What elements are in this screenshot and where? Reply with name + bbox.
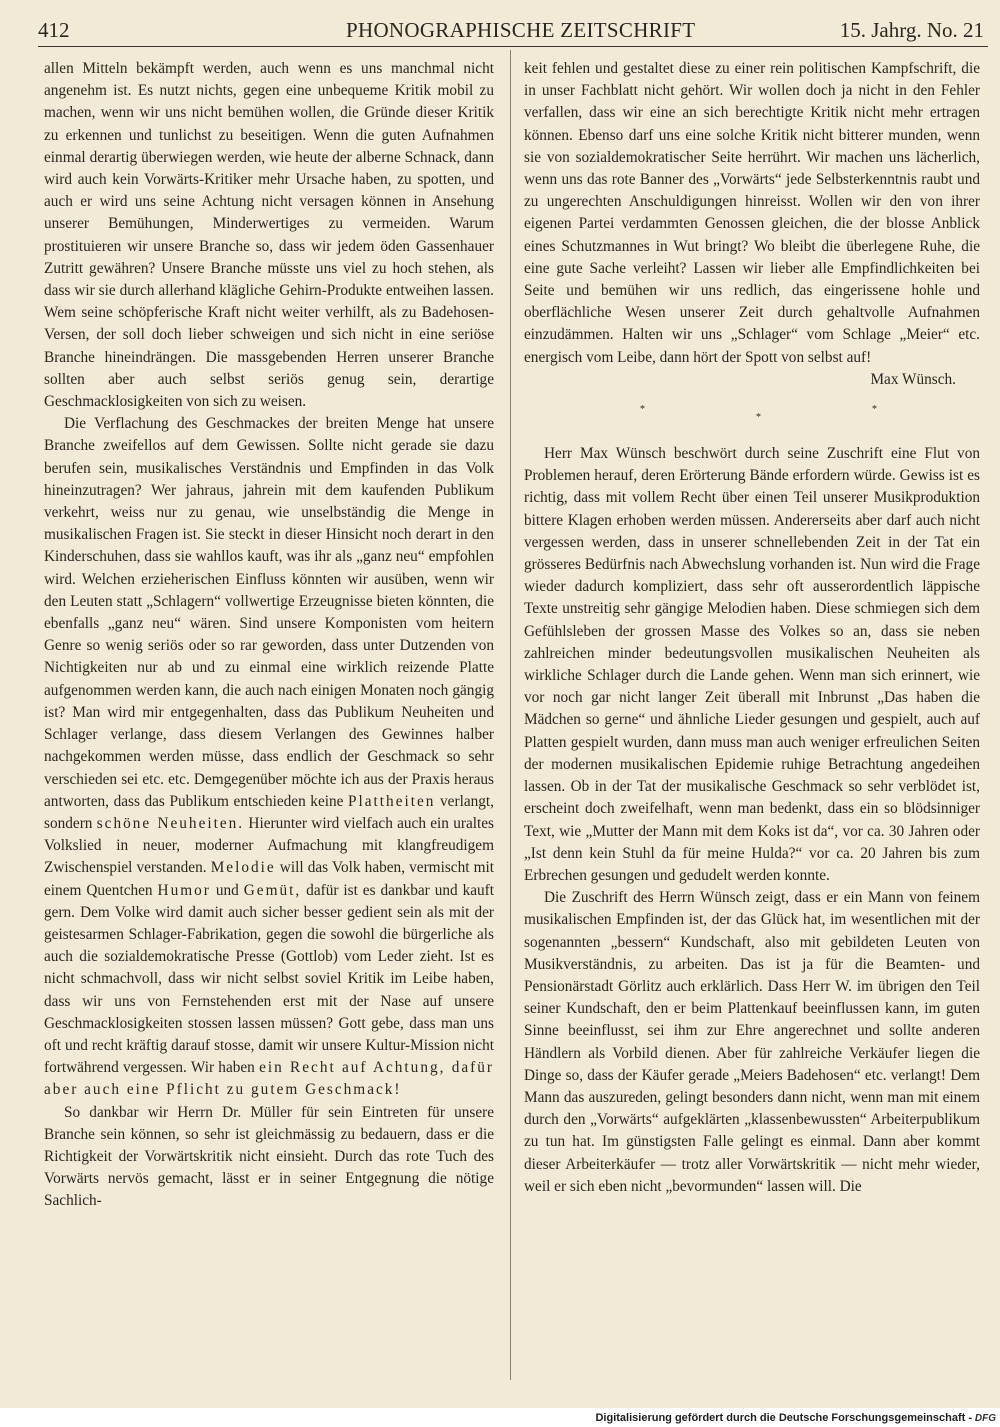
asterisk: * bbox=[872, 404, 877, 416]
text-run: Hierunter wird vielfach auch ein uraltes Volkslied in neuer, moderner Aufmachung mit klangfreudigem Zwischenspiel verstanden. bbox=[44, 814, 494, 877]
paragraph: Die Zuschrift des Herrn Wünsch zeigt, dass er ein Mann von feinem musikalischen Empfinden ist, der das Glück hat, im wesentlichen mit der sogenannten „bessern“ Kundschaft, also mit gebildeten Leuten von Musikverständnis, zu arbeiten. Das ist ja für die Beamten- und Pensionärstadt Görlitz auch erklärlich. Dass Herr W. im übrigen den Teil seiner Kundschaft, den er beim Plattenkauf beeinflussen kann, im guten Sinne beeinflusst, sei ihm zur Ehre angerechnet und sollte anderen Händlern als Vorbild dienen. Aber für zahlreiche Verkäufer liegen die Dinge so, dass der Käufer gerade „Meiers Badehosen“ etc. verlangt! Dem Mann das auszureden, gelingt besonders dann nicht, wenn man mit einem durch den „Vorwärts“ aufgeklärten „klassenbewussten“ Arbeiterpublikum zu tun hat. Im günstigsten Falle gelingt es einmal. Dann aber kommt dieser Arbeiterkäufer — trotz aller Vorwärtskritik — nicht mehr wieder, weil er sich eben nicht „bevormunden“ lassen will. Die bbox=[524, 889, 980, 1195]
text-run: will das Volk haben, vermischt mit einem Quentchen bbox=[44, 859, 494, 899]
page-title: PHONOGRAPHISCHE ZEITSCHRIFT bbox=[346, 18, 696, 42]
column-divider bbox=[510, 50, 511, 1380]
spaced-text: Plattheiten bbox=[348, 792, 436, 810]
text-run: Die Verflachung des Geschmackes der breiten Menge hat unsere Branche zweifellos auf dem Gewissen. Sollte nicht gerade sie dazu berufen sein, musikalisches Verständnis und Empfinden in das Volk hineinzutragen? Wer jahraus, jahrein mit dem kaufenden Publikum verkehrt, weiss nur zu genau, wie unselbständig die Menge in musikalischen Fragen ist. Sie steckt in dieser Hinsicht noch derart in den Kinderschuhen, dass sie wahllos kauft, was ihr als „ganz neu“ empfohlen wird. Welchen erzieherischen Einfluss könnten wir ausüben, wenn wir den Leuten statt „Schlagern“ vollwertige Erzeugnisse bieten könnten, die ebenfalls „ganz neu“ wären. Sind unsere Komponisten vom heitern Genre so wenig seriös oder so rar geworden, dass unter Dutzenden von Nichtigkeiten nur ab und zu einmal eine wirklich reizende Platte aufgenommen werden kann, die auch nach einigen Monaten noch gängig ist? Man wird mir entgegenhalten, dass das Publikum Neuheiten und Schlager verlange, dass diesem Verlangen des Gewinnes halber nachgekommen werden müsse, dass endlich der Geschmack so sehr verschieden sei etc. etc. Demgegenüber möchte ich aus der Praxis heraus antworten, dass das Publikum entschieden keine bbox=[44, 415, 494, 810]
issue-info: 15. Jahrg. No. 21 bbox=[839, 18, 984, 42]
paragraph: So dankbar wir Herrn Dr. Müller für sein Eintreten für unsere Branche sein können, so sehr ist gleichmässig zu bedauern, dass er die Richtigkeit der Vorwärtskritik nicht einsieht. Durch das rote Tuch des Vorwärts nervös gemacht, lässt er in seiner Entgegnung die nötige Sachlich- bbox=[44, 1103, 494, 1210]
text-run: und bbox=[215, 881, 239, 899]
paragraph: Herr Max Wünsch beschwört durch seine Zuschrift eine Flut von Problemen herauf, deren Erörterung Bände erfordern würde. Gewiss ist es richtig, dass mit vollem Recht über einen Teil unserer Musikproduktion bittere Klagen erhoben werden müssen. Andererseits aber darf auch nicht vergessen werden, dass in unserer schnellebenden Zeit in der Tat ein grösseres Bedürfnis nach Abwechslung vorhanden ist. Nun wird die Frage wieder dadurch kompliziert, dass sehr oft ausserordentlich läppische Texte unstreitig sehr gängige Melodien haben. Diese schmiegen sich dem Gefühlsleben der grossen Masse des Volkes so an, dass sie neben zahlreichen minder bedeutungsvollen musikalischen Neuheiten als wirkliche Schlager durch die Lande gehen. Wenn man sich erinnert, wie vor noch gar nicht langer Zeit überall mit Inbrunst „Das haben die Mädchen so gerne“ und ähnliche Lieder gesungen und gespielt, auch auf Platten gespielt wurden, dann muss man auch weniger erfreulichen Seiten der modernen musikalischen Epidemie ruhige Betrachtung angedeihen lassen. Ob in der Tat der musikalische Geschmack so sehr verblödet ist, erscheint doch zweifelhaft, wenn man bedenkt, dass ein so blödsinniger Text, wie „Mutter der Mann mit dem Koks ist da“, vor ca. 30 Jahren oder „Ist denn kein Stuhl da für meine Hulda?“ vor ca. 20 Jahren bis zum Erbrechen gesungen und gedudelt werden konnte. bbox=[524, 445, 980, 884]
dfg-logo: DFG bbox=[974, 1413, 996, 1424]
paragraph bbox=[44, 413, 494, 1101]
asterisk: * bbox=[756, 412, 761, 424]
footer-credit: Digitalisierung gefördert durch die Deutsche Forschungsgemeinschaft - bbox=[595, 1412, 972, 1424]
text-run: dafür ist es dankbar und kauft gern. Dem Volke wird damit auch sicher besser gedient sein als mit der geistesarmen Schlager-Fabrikation, gegen die sowohl die bürgerliche als auch die sozialdemokratische Presse (Gottlob) vom Leder zieht. Ist es nicht schmachvoll, dass wir nicht selbst soviel Kritik im Leibe haben, dass wir uns von Fernstehenden erst mit der Nase auf unsere Geschmacklosigkeiten stossen lassen müssen? Gott gebe, dass man uns oft und recht kräftig darauf stosse, damit wir unsere Kultur-Mission nicht fortwährend vergessen. Wir haben bbox=[44, 881, 495, 1077]
spaced-text: Gemüt, bbox=[243, 881, 302, 899]
header-rule bbox=[38, 46, 988, 47]
text-run: verlangt, sondern bbox=[44, 792, 494, 832]
page-number: 412 bbox=[38, 18, 70, 42]
paragraph: keit fehlen und gestaltet diese zu einer rein politischen Kampfschrift, die in unser Fachblatt nicht gehört. Wir wollen doch ja nicht in den Fehler verfallen, dass wir eine an sich berechtigte Kritik nicht mehr ertragen können. Ebenso darf uns eine solche Kritik nicht bitterer munden, wenn sie von sozialdemokratischer Seite herrührt. Wir machen uns lächerlich, wenn uns das rote Banner des „Vorwärts“ jede Selbsterkenntnis raubt und zu ungerechten Anschuldigungen hinreisst. Wollen wir den von ihrer eigenen Partei verdammten Genossen gleichen, die der blosse Anblick eines Schutzmannes in Wut bringt? Wo bleibt die überlegene Ruhe, die eine gute Sache verleiht? Lassen wir lieber alle Empfindlichkeiten bei Seite und bemühen wir uns redlich, das eingerissene hohle und oberflächliche Wesen unserer Zeit durch gehaltvolle Aufnahmen einzudämmen. Halten wir uns „Schlager“ vom Schlage „Meier“ etc. energisch vom Leibe, dann hört der Spott von selbst auf! bbox=[524, 60, 980, 366]
asterisk-separator bbox=[524, 391, 980, 443]
footer-strip bbox=[0, 1408, 1000, 1427]
signature: Max Wünsch. bbox=[870, 370, 956, 388]
spaced-text: Humor bbox=[157, 881, 211, 899]
paragraph: allen Mitteln bekämpft werden, auch wenn es uns manchmal nicht angenehm ist. Es nutzt nichts, gegen eine unbequeme Kritik mobil zu machen, wenn wir uns nicht bemühen wollen, die Gründe dieser Kritik zu erkennen und tunlichst zu beseitigen. Wenn die guten Aufnahmen einmal derartig überwiegen werden, wie heute der alberne Schnack, dann wird auch kein Vorwärts-Kritiker mehr Ursache haben, zu spotten, und auch er wird uns seine Achtung nicht versagen können in Ansehung unserer Bemühungen, Minderwertiges zu vermeiden. Warum prostituieren wir unsere Branche so, dass wir jedem öden Gassenhauer Zutritt gewähren? Unsere Branche müsste uns viel zu hoch stehen, als dass wir sie durch allerhand klägliche Gehirn-Produkte entweihen lassen. Wem seine schöpferische Kraft nicht weiter verhilft, als zu Badehosen-Versen, der soll doch lieber schweigen und sich nicht in eine seriöse Branche hineindrängen. Die massgebenden Herren unserer Branche sollten aber auch selbst seriös genug sein, derartige Geschmacklosigkeiten von sich zu weisen. bbox=[44, 60, 494, 411]
left-column bbox=[44, 58, 494, 1213]
right-column bbox=[524, 58, 980, 1198]
spaced-text: schöne Neuheiten. bbox=[96, 814, 245, 832]
spaced-text: Melodie bbox=[210, 859, 276, 877]
spaced-text: ein Recht auf Achtung, dafür aber auch eine Pflicht zu gutem Geschmack! bbox=[44, 1059, 494, 1099]
asterisk: * bbox=[640, 404, 645, 416]
